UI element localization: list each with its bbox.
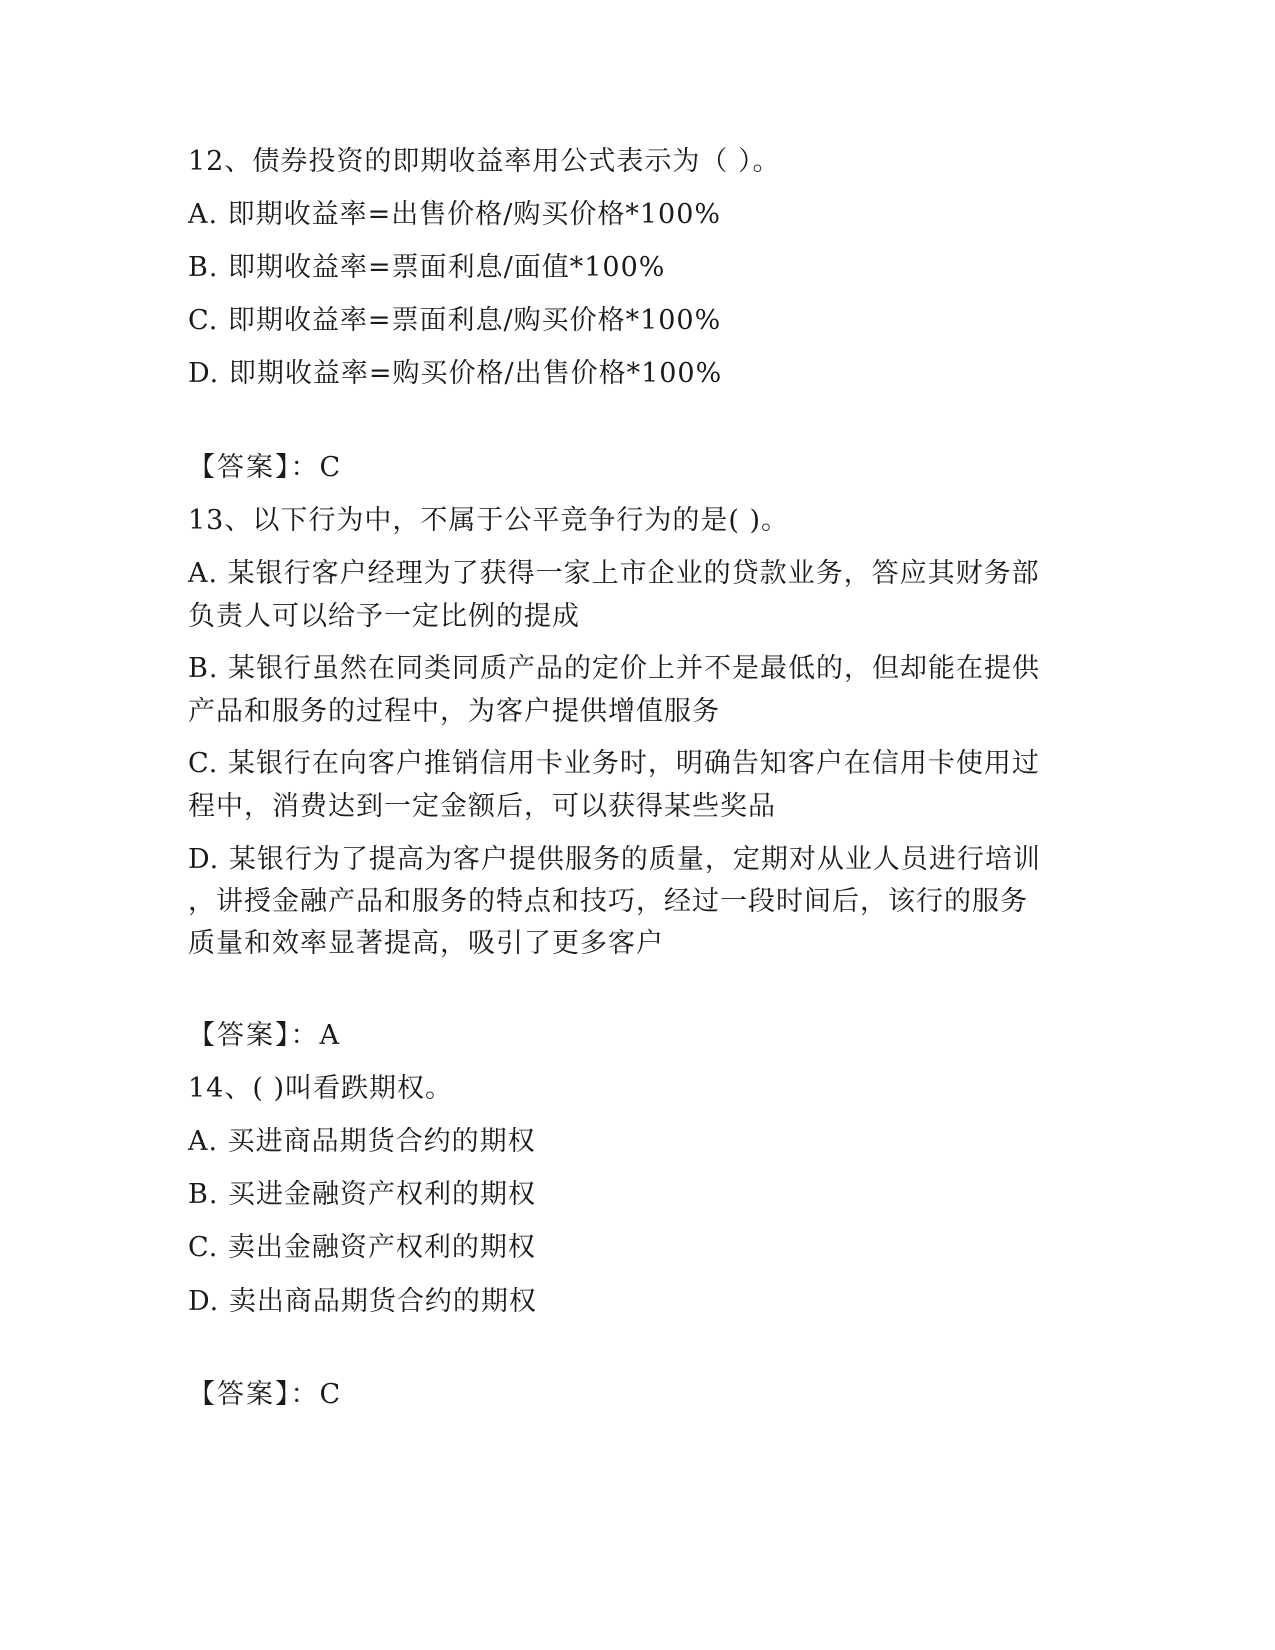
question-14-stem: 14、( )叫看跌期权。 <box>188 1073 454 1104</box>
question-12-option-a: A. 即期收益率=出售价格/购买价格*100% <box>188 199 722 230</box>
question-13-option-b-line-2: 产品和服务的过程中，为客户提供增值服务 <box>188 696 720 727</box>
question-13-stem: 13、以下行为中，不属于公平竞争行为的是( )。 <box>188 505 790 536</box>
question-13-option-a-line-1: A. 某银行客户经理为了获得一家上市企业的贷款业务，答应其财务部 <box>188 558 1040 589</box>
question-13-answer: 【答案】：A <box>188 1020 341 1051</box>
question-13-option-d-line-2: ，讲授金融产品和服务的特点和技巧，经过一段时间后，该行的服务 <box>188 886 1028 917</box>
question-12-answer: 【答案】：C <box>188 452 343 483</box>
question-12-option-c: C. 即期收益率=票面利息/购买价格*100% <box>188 305 722 336</box>
question-14-option-d: D. 卖出商品期货合约的期权 <box>188 1286 537 1317</box>
question-14-option-b: B. 买进金融资产权利的期权 <box>188 1179 537 1210</box>
question-13-option-d-line-1: D. 某银行为了提高为客户提供服务的质量，定期对从业人员进行培训 <box>188 844 1041 875</box>
question-13-option-a-line-2: 负责人可以给予一定比例的提成 <box>188 601 580 632</box>
question-12-option-d: D. 即期收益率=购买价格/出售价格*100% <box>188 358 723 389</box>
question-13-option-b-line-1: B. 某银行虽然在同类同质产品的定价上并不是最低的，但却能在提供 <box>188 653 1041 684</box>
question-14-option-c: C. 卖出金融资产权利的期权 <box>188 1232 536 1263</box>
question-14-option-a: A. 买进商品期货合约的期权 <box>188 1126 536 1157</box>
question-14-answer: 【答案】：C <box>188 1379 343 1410</box>
question-12-option-b: B. 即期收益率=票面利息/面值*100% <box>188 252 666 283</box>
question-13-option-c-line-2: 程中，消费达到一定金额后，可以获得某些奖品 <box>188 791 776 822</box>
question-12-stem: 12、债券投资的即期收益率用公式表示为（ ）。 <box>188 146 781 177</box>
question-13-option-d-line-3: 质量和效率显著提高，吸引了更多客户 <box>188 928 664 959</box>
question-13-option-c-line-1: C. 某银行在向客户推销信用卡业务时，明确告知客户在信用卡使用过 <box>188 748 1040 779</box>
